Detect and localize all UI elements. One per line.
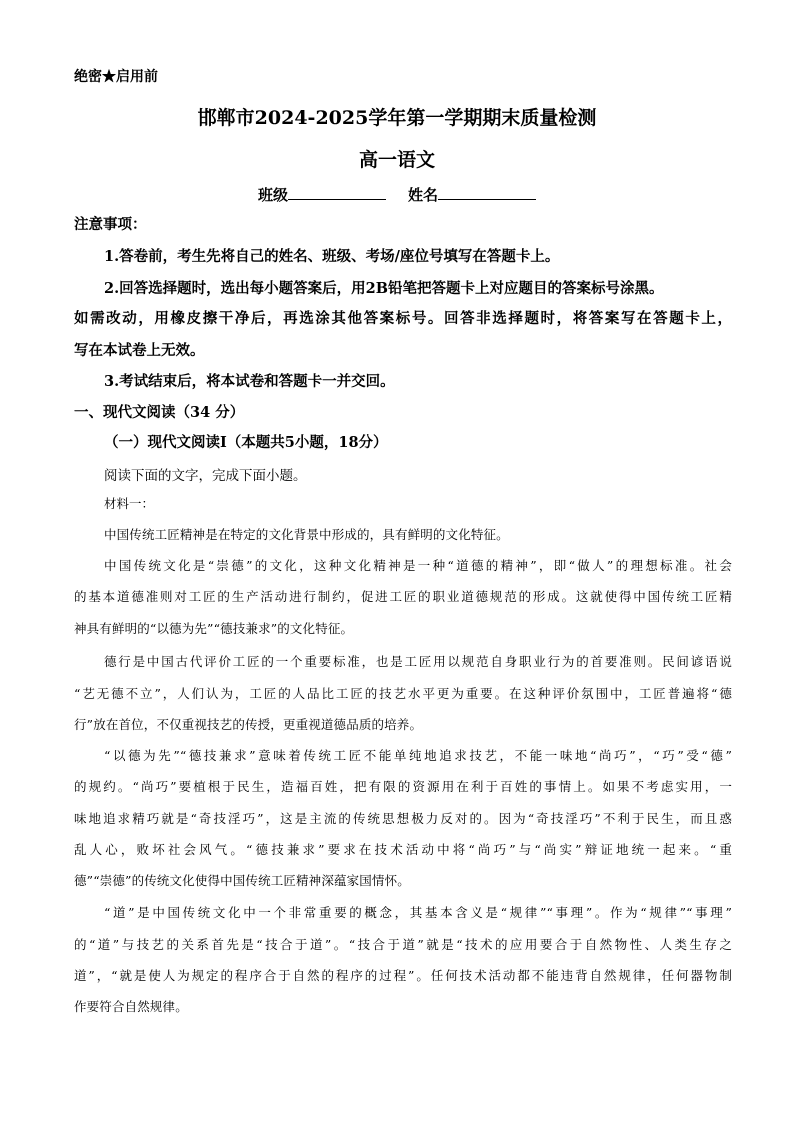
passage-line: 中国传统工匠精神是在特定的文化背景中形成的，具有鲜明的文化特征。 [104, 527, 509, 542]
passage-line: 味地追求精巧就是“奇技淫巧”，这是主流的传统思想极力反对的。因为“奇技淫巧”不利于民生，而且惑 [74, 811, 732, 826]
section-heading: 一、现代文阅读（34 分） [74, 404, 245, 421]
passage-line: “道”是中国传统文化中一个非常重要的概念，其基本含义是“规律”“事理”。作为“规律”“事理” [104, 905, 732, 920]
passage-line: 中国传统文化是“崇德”的文化，这种文化精神是一种“道德的精神”，即“做人”的理想标准。社会 [104, 558, 732, 573]
notice-item-1: 1.答卷前，考生先将自己的姓名、班级、考场/座位号填写在答题卡上。 [104, 248, 560, 265]
class-blank [288, 187, 386, 200]
passage-line: 乱人心，败坏社会风气。“德技兼求”要求在技术活动中将“尚巧”与“尚实”辩证地统一起来。“重 [74, 842, 732, 857]
passage-line: 作要符合自然规律。 [74, 999, 188, 1014]
name-blank [438, 187, 536, 200]
passage-line: 道”，“就是使人为规定的程序合于自然的程序的过程”。任何技术活动都不能违背自然规律，任何器物制 [74, 968, 732, 983]
notice-item-3: 3.考试结束后，将本试卷和答题卡一并交回。 [104, 373, 395, 390]
subject-title: 高一语文 [358, 149, 435, 171]
passage-line: 德行是中国古代评价工匠的一个重要标准，也是工匠用以规范自身职业行为的首要准则。民间谚语说 [104, 654, 732, 669]
passage-line: 的“道”与技艺的关系首先是“技合于道”。“技合于道”就是“技术的应用要合于自然物性、人类生存之 [74, 937, 732, 952]
passage-line: “艺无德不立”，人们认为，工匠的人品比工匠的技艺水平更为重要。在这种评价氛围中，工匠普遍将“德 [74, 686, 732, 701]
passage-line: 德”“崇德”的传统文化使得中国传统工匠精神深蕴家国情怀。 [74, 873, 410, 888]
name-label: 姓名 [408, 186, 439, 204]
passage-line: 的规约。“尚巧”要植根于民生，造福百姓，把有限的资源用在利于百姓的事情上。如果不考虑实用，一 [74, 779, 732, 794]
notice-item-2-line-3: 写在本试卷上无效。 [74, 342, 205, 359]
reading-instruction: 阅读下面的文字，完成下面小题。 [104, 468, 307, 484]
passage-line: 神具有鲜明的“以德为先”“德技兼求”的文化特征。 [74, 621, 354, 636]
student-info-line [0, 184, 794, 205]
class-label: 班级 [257, 186, 288, 204]
material-label: 材料一： [104, 496, 155, 511]
passage-line: 行”放在首位，不仅重视技艺的传授，更重视道德品质的培养。 [74, 717, 423, 732]
passage-line: 的基本道德准则对工匠的生产活动进行制约，促进工匠的职业道德规范的形成。这就使得中国传统工匠精 [74, 589, 732, 604]
notice-item-2-line-2: 如需改动，用橡皮擦干净后，再选涂其他答案标号。回答非选择题时，将答案写在答题卡上， [74, 310, 732, 327]
passage-line: “以德为先”“德技兼求”意味着传统工匠不能单纯地追求技艺，不能一味地“尚巧”，“巧”受“德” [104, 748, 732, 763]
notice-item-2-line-1: 2.回答选择题时，选出每小题答案后，用2B铅笔把答题卡上对应题目的答案标号涂黑。 [104, 280, 664, 297]
confidential-label: 绝密★启用前 [74, 69, 158, 85]
exam-title: 邯郸市2024-2025学年第一学期期末质量检测 [197, 107, 597, 129]
subsection-heading: （一）现代文阅读Ⅰ（本题共5小题，18分） [104, 434, 388, 451]
notice-heading: 注意事项： [74, 216, 147, 233]
